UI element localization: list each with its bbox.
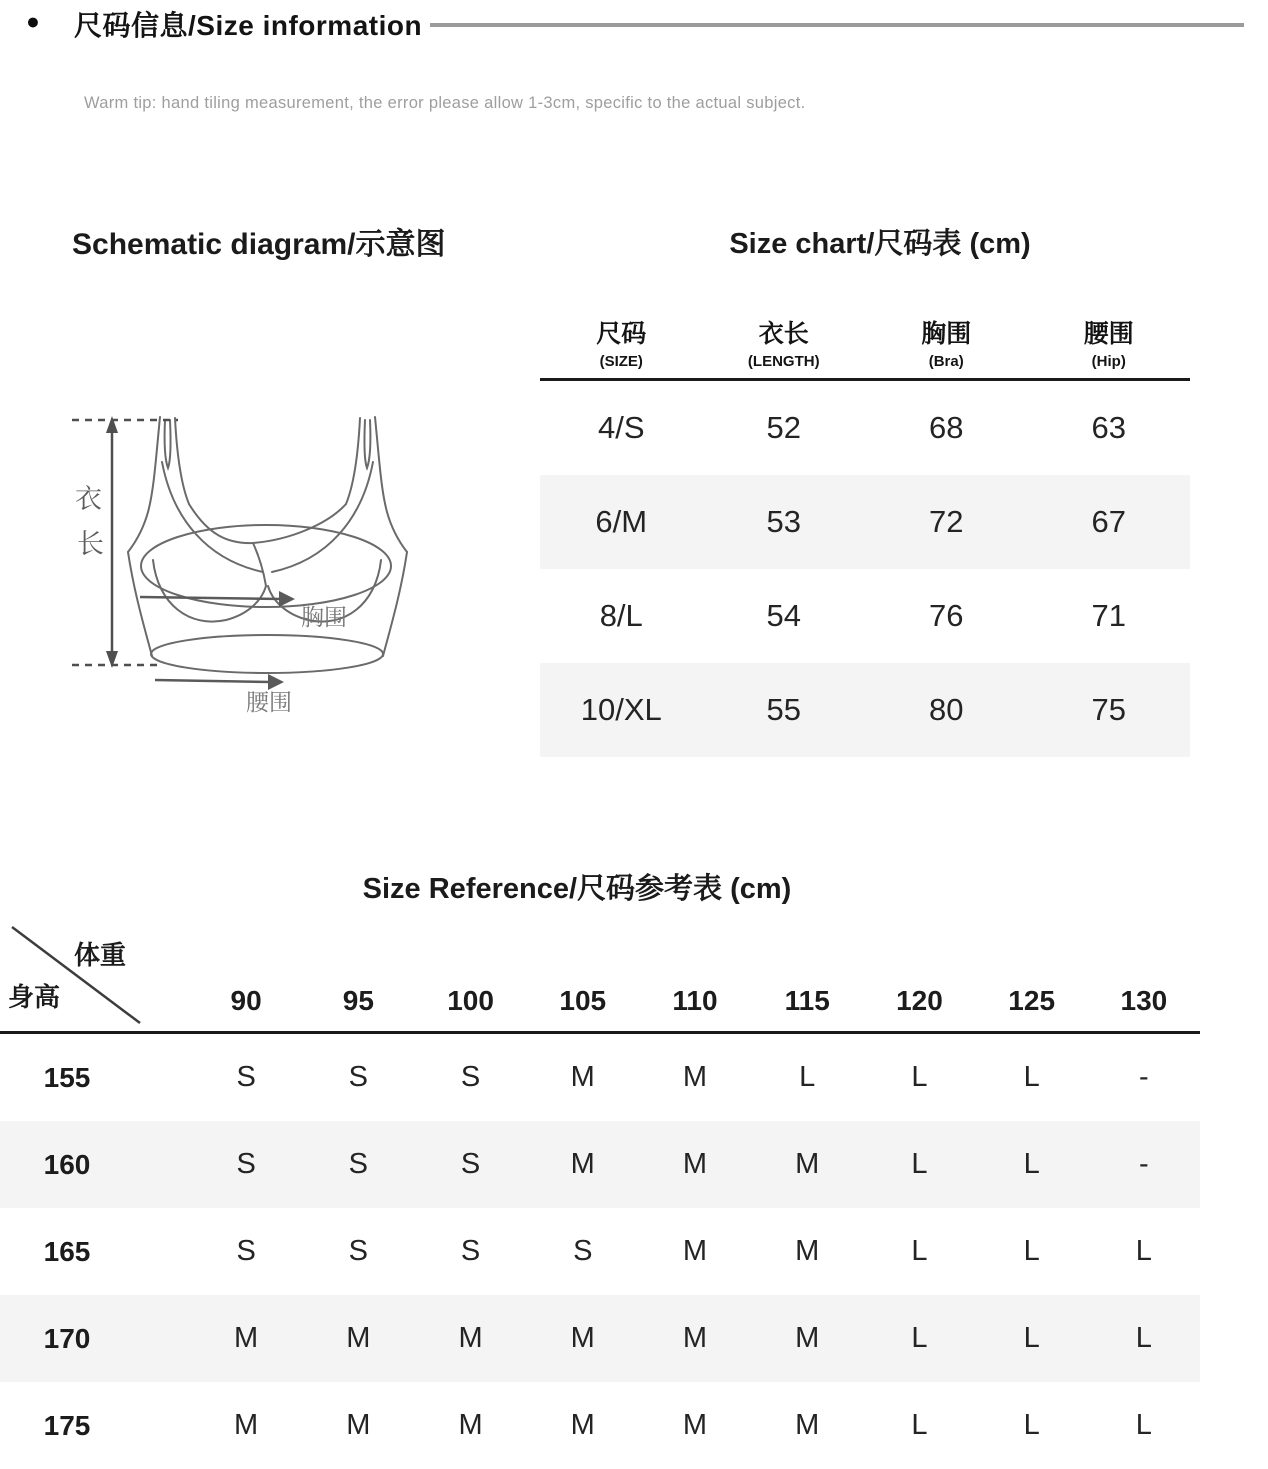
bust-label: 胸围 bbox=[301, 604, 347, 630]
table-row: 10/XL 55 80 75 bbox=[540, 663, 1190, 757]
arrowhead-up-icon bbox=[106, 416, 118, 433]
weight-header: 130 bbox=[1120, 985, 1168, 1016]
arrowhead-right-icon bbox=[268, 674, 284, 690]
bra-outline bbox=[128, 417, 160, 552]
table-row: 6/M 53 72 67 bbox=[540, 475, 1190, 569]
bullet-icon: ● bbox=[26, 8, 40, 34]
table-row: 4/S 52 68 63 bbox=[597, 410, 1126, 445]
weight-header: 110 bbox=[672, 985, 718, 1016]
length-label-char1: 衣 bbox=[75, 484, 102, 514]
header-rule bbox=[430, 23, 1244, 27]
weight-header: 105 bbox=[559, 985, 607, 1016]
weight-header: 125 bbox=[1008, 985, 1056, 1016]
column-header-bust: 胸围 (Bra) bbox=[921, 320, 972, 370]
bra-schematic-svg bbox=[58, 402, 518, 747]
waist-arrow bbox=[155, 680, 271, 682]
size-chart-table bbox=[540, 308, 1190, 757]
size-reference-table bbox=[0, 925, 1200, 1469]
table-row: 8/L 54 76 71 bbox=[599, 598, 1126, 633]
table-row: 165 S S S S M M L L L bbox=[43, 1235, 1152, 1267]
warm-tip-text: Warm tip: hand tiling measurement, the error please allow 1-3cm, specific to the actual subject. bbox=[84, 94, 806, 112]
garment-schematic-diagram bbox=[58, 402, 518, 747]
schematic-section-title: Schematic diagram/示意图 bbox=[72, 228, 446, 261]
table-row: 160 S S S M M M L L - bbox=[0, 1121, 1200, 1208]
weight-header: 120 bbox=[896, 985, 943, 1016]
corner-weight-label: 体重 bbox=[74, 940, 127, 970]
table-row: 170 M M M M M M L L L bbox=[0, 1295, 1200, 1382]
weight-header: 100 bbox=[447, 985, 494, 1016]
weight-header: 115 bbox=[784, 985, 830, 1016]
column-header-waist: 腰围 (Hip) bbox=[1083, 320, 1134, 370]
page-title: 尺码信息/Size information bbox=[74, 10, 423, 41]
arrowhead-right-icon bbox=[279, 591, 295, 607]
weight-header: 90 bbox=[230, 985, 262, 1016]
size-chart-header-row bbox=[540, 308, 1190, 381]
table-row: 155 S S S M M L L L - bbox=[43, 1061, 1149, 1093]
column-header-size: 尺码 (SIZE) bbox=[596, 320, 647, 370]
weight-header: 95 bbox=[342, 985, 374, 1016]
size-chart-title: Size chart/尺码表 (cm) bbox=[729, 228, 1031, 260]
corner-cell bbox=[0, 925, 190, 1033]
column-header-length: 衣长 (LENGTH) bbox=[747, 320, 820, 370]
corner-height-label: 身高 bbox=[8, 982, 61, 1012]
waist-label: 腰围 bbox=[246, 689, 292, 715]
size-reference-title: Size Reference/尺码参考表 (cm) bbox=[362, 873, 792, 905]
length-label-char2: 长 bbox=[77, 529, 104, 559]
size-reference-header-row bbox=[0, 925, 1200, 1034]
table-row: 175 M M M M M M L L L bbox=[43, 1409, 1152, 1441]
